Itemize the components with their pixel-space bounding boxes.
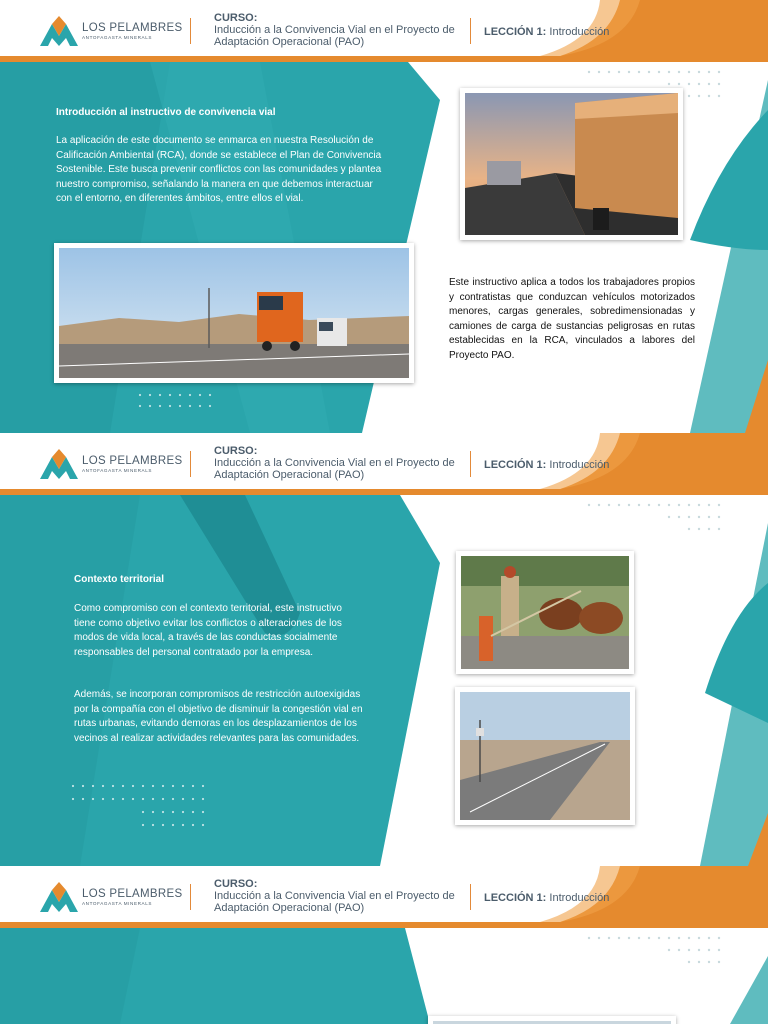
- decorative-dots: [68, 781, 214, 841]
- course-label: CURSO:: [214, 878, 258, 890]
- photo-empty-highway: [455, 687, 635, 825]
- course-header: [0, 433, 768, 495]
- section-paragraph: Como compromiso con el contexto territorial, este instructivo tiene como objetivo evitar los conflictos o alteraciones de los modos de vida local, a través de las conductas socialmente responsables del personal contratado por la empresa.: [74, 603, 342, 658]
- brand-subtitle: ANTOFAGASTA MINERALS: [82, 468, 153, 473]
- course-header: [0, 866, 768, 928]
- header-divider: [190, 451, 191, 477]
- photo-trucks-highway: [54, 243, 414, 383]
- course-header: [0, 0, 768, 62]
- section-paragraph: La aplicación de este documento se enmarca en nuestra Resolución de Calificación Ambiental (RCA), donde se establece el Plan de Convivencia Sostenible. Este busca prevenir conflictos con las comunidades y plantea nuestro compromiso, señalando la manera en que debemos interactuar con el entorno, en diferentes ámbitos, entre ellos el vial.: [56, 135, 382, 205]
- scope-paragraph: Este instructivo aplica a todos los trabajadores propios y contratistas que conduzcan vehículos motorizados menores, cargas generales, sobredimensionadas y camiones de carga de sustancias peligrosas en rutas establecidas en la RCA, vinculados a labores del Proyecto PAO.: [449, 277, 695, 361]
- los-pelambres-logo-icon: [40, 449, 78, 479]
- photo-partial: [428, 1016, 676, 1024]
- brand-subtitle: ANTOFAGASTA MINERALS: [82, 35, 153, 40]
- header-divider: [470, 451, 471, 477]
- header-divider: [190, 18, 191, 44]
- los-pelambres-logo-icon: [40, 16, 78, 46]
- brand-name: LOS PELAMBRES: [82, 22, 183, 34]
- course-title: Inducción a la Convivencia Vial en el Proyecto de Adaptación Operacional (PAO): [214, 24, 455, 48]
- lesson-label: LECCIÓN 1:: [484, 459, 547, 471]
- lesson-label: LECCIÓN 1:: [484, 26, 547, 38]
- lesson-indicator: [484, 892, 609, 904]
- lesson-name: Introducción: [549, 26, 610, 38]
- course-title: Inducción a la Convivencia Vial en el Proyecto de Adaptación Operacional (PAO): [214, 890, 455, 914]
- decorative-dots: [584, 928, 729, 978]
- course-label: CURSO:: [214, 12, 258, 24]
- header-divider: [470, 884, 471, 910]
- brand-subtitle: ANTOFAGASTA MINERALS: [82, 901, 153, 906]
- slide-2: [0, 433, 768, 866]
- header-divider: [470, 18, 471, 44]
- section-title: Contexto territorial: [74, 574, 165, 585]
- course-label: CURSO:: [214, 445, 258, 457]
- lesson-name: Introducción: [549, 459, 610, 471]
- header-divider: [190, 884, 191, 910]
- slide-3: [0, 866, 768, 1024]
- lesson-name: Introducción: [549, 892, 610, 904]
- course-title: Inducción a la Convivencia Vial en el Proyecto de Adaptación Operacional (PAO): [214, 457, 455, 481]
- los-pelambres-logo-icon: [40, 882, 78, 912]
- section-paragraph: Además, se incorporan compromisos de restricción autoexigidas por la compañía con el objetivo de disminuir la congestión vial en rutas urbanas, evitando demoras en los desplazamientos de los vecinos al realizar actividades relevantes para las comunidades.: [74, 689, 363, 744]
- lesson-indicator: [484, 26, 609, 38]
- lesson-label: LECCIÓN 1:: [484, 892, 547, 904]
- decorative-dots: [584, 62, 729, 112]
- brand-name: LOS PELAMBRES: [82, 888, 183, 900]
- photo-oxen-farmers: [456, 551, 634, 674]
- decorative-dots: [135, 390, 215, 412]
- brand-name: LOS PELAMBRES: [82, 455, 183, 467]
- lesson-indicator: [484, 459, 609, 471]
- slide-1: [0, 0, 768, 433]
- section-title: Introducción al instructivo de convivencia vial: [56, 107, 276, 118]
- decorative-dots: [584, 495, 729, 545]
